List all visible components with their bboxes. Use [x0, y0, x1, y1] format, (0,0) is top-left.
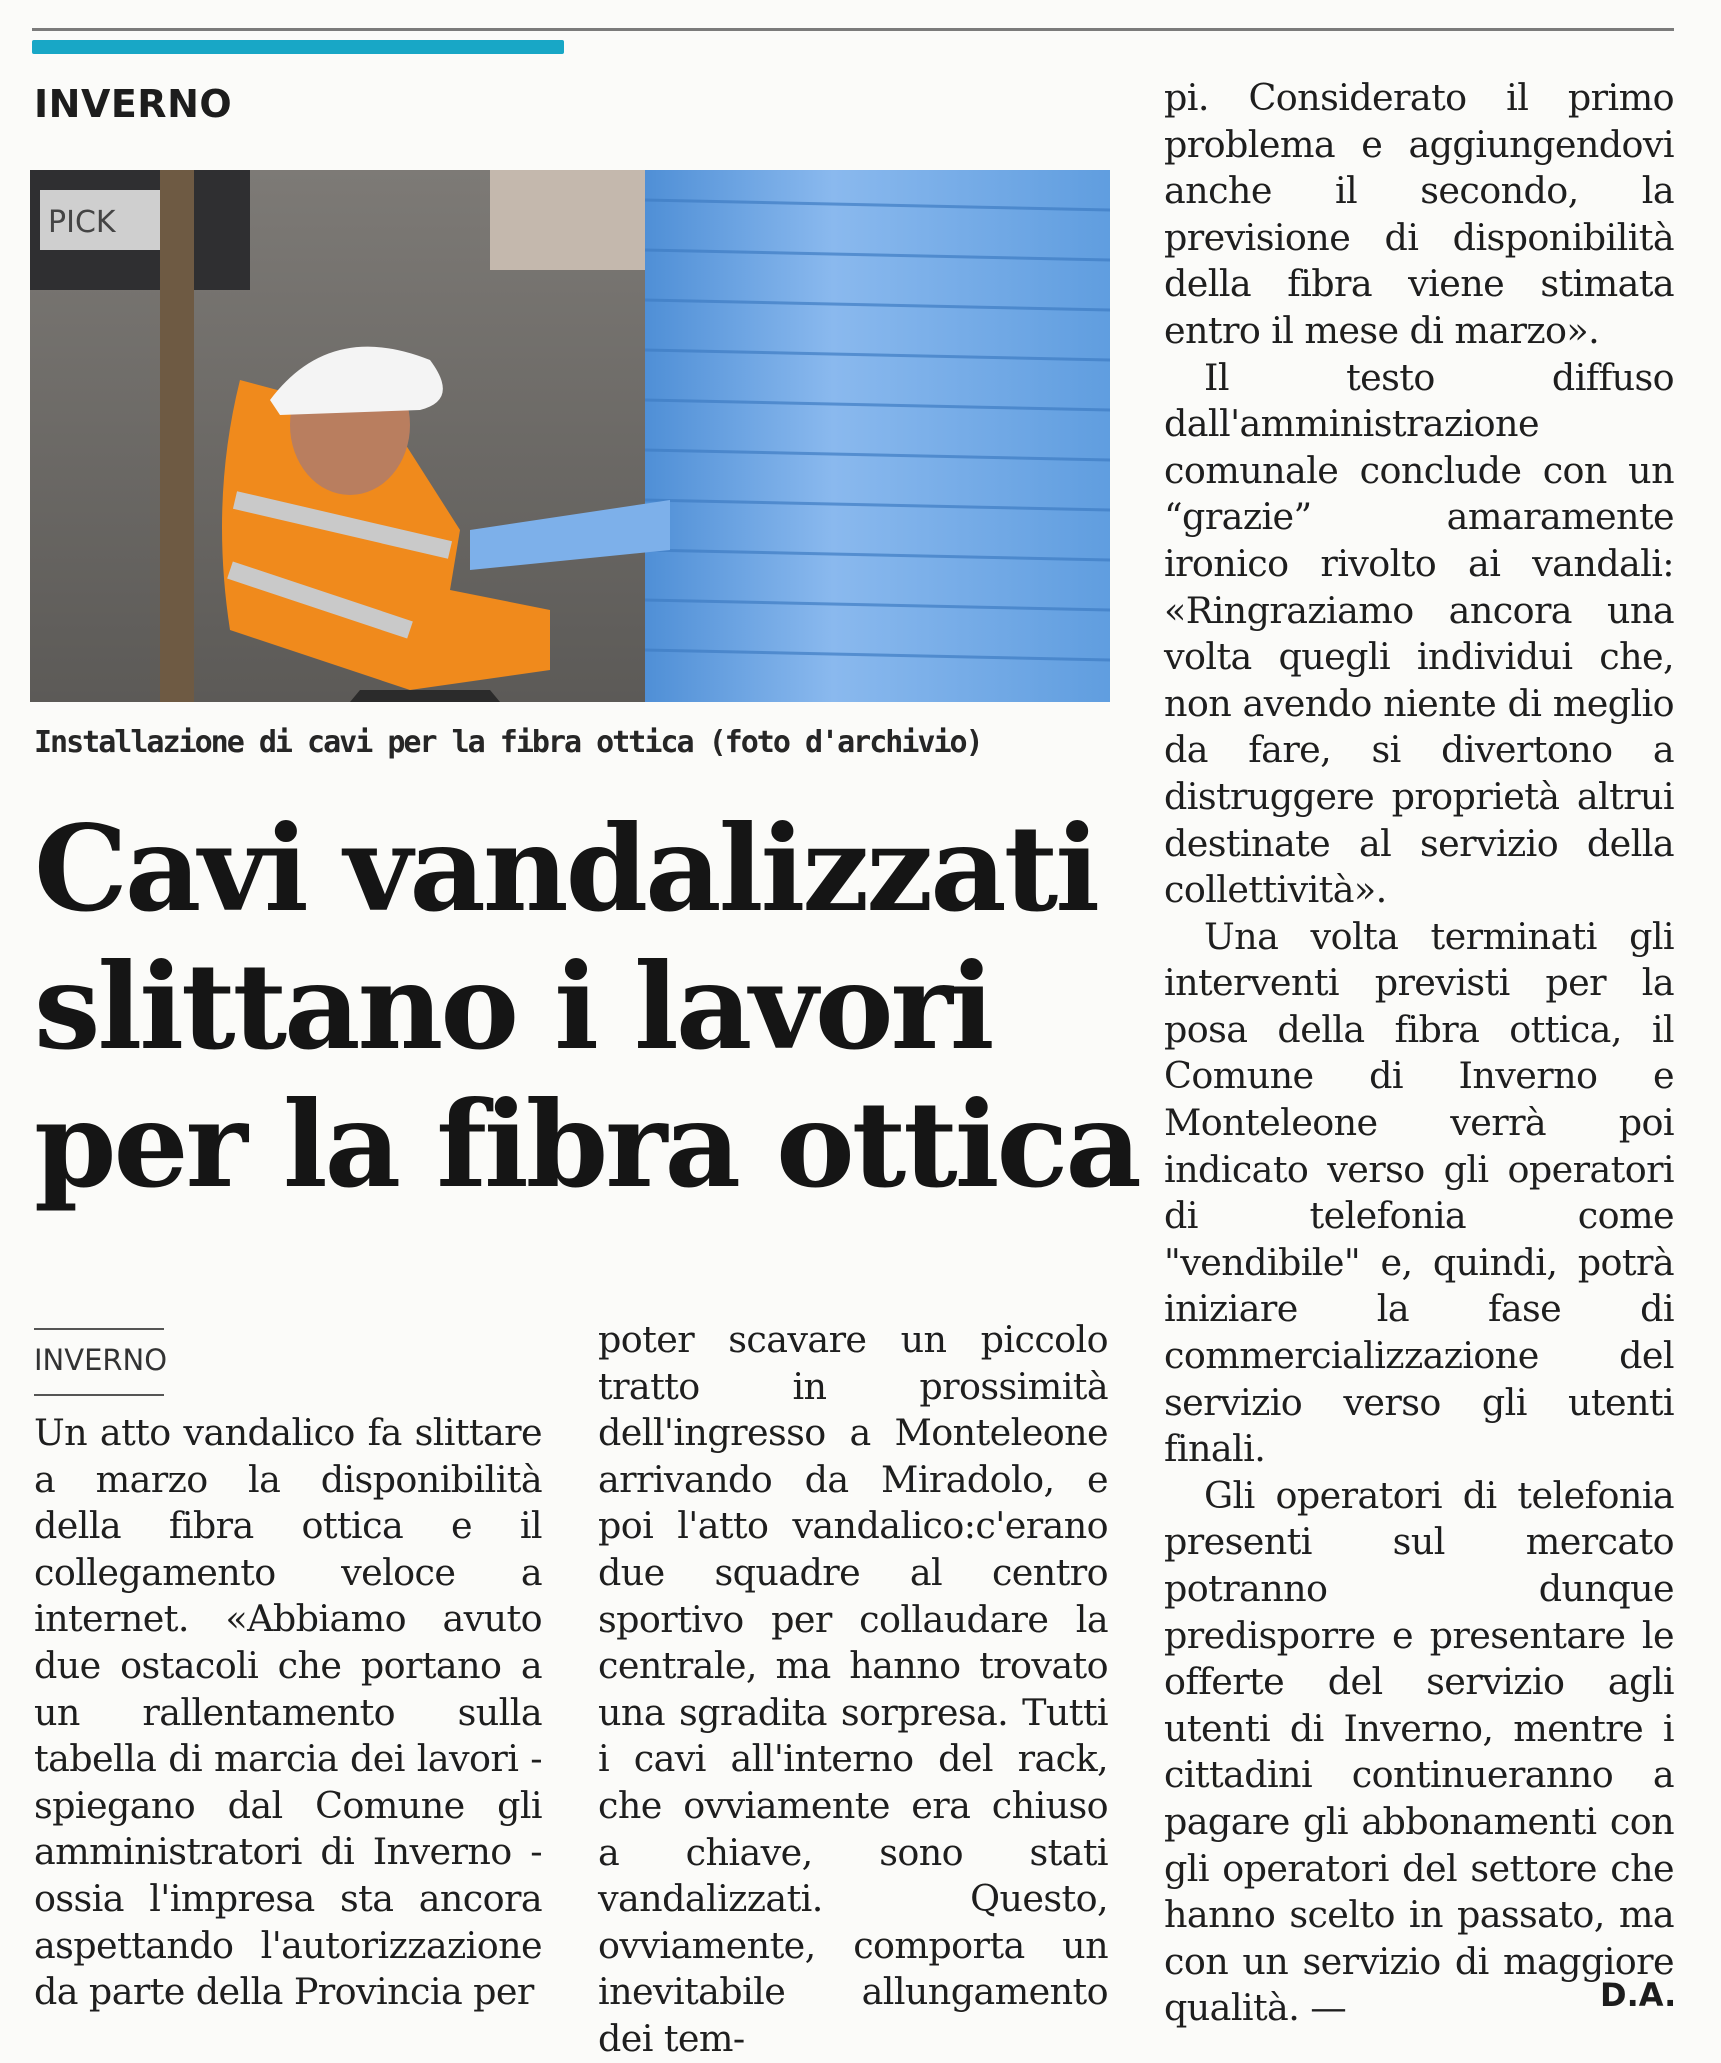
paragraph: Il testo diffuso dall'amministrazione comunale conclude con un “grazie” amaramente ironico rivolto ai vandali: «Ringraziamo ancora una volta quegli individui che, non avendo niente di meglio da fare, si divertono a distruggere proprietà altrui destinate al servizio della collettività».: [1164, 355, 1674, 912]
headline: [34, 799, 1139, 1214]
paragraph: poter scavare un piccolo tratto in prossimità dell'ingresso a Monteleone arrivando da Miradolo, e poi l'atto vandalico:c'erano due squadre al centro sportivo per collaudare la centrale, ma hanno trovato una sgradita sorpresa. Tutti i cavi all'interno del rack, che ovviamente era chiuso a chiave, sono stati vandalizzati. Questo, ovviamente, comporta un inevitabile allungamento dei tem-: [598, 1318, 1108, 2060]
article-column-2: [598, 1317, 1108, 2063]
paragraph: Gli operatori di telefonia presenti sul mercato potranno dunque predisporre e presentare le offerte del servizio agli utenti di Inverno, mentre i cittadini continueranno a pagare gli abbonamenti con gli operatori del settore che hanno scelto in passato, ma con un servizio di maggiore qualità. —: [1164, 1473, 1674, 2030]
author-signature: D.A.: [1600, 1976, 1677, 2014]
plate-text: PICK: [48, 205, 116, 240]
section-label: INVERNO: [34, 82, 233, 126]
photo-caption: Installazione di cavi per la fibra ottica (foto d'archivio): [34, 725, 982, 760]
article-column-3: [1164, 75, 1677, 2032]
headline-line-1: Cavi vandalizzati: [34, 799, 1098, 938]
paragraph: Un atto vandalico fa slittare a marzo la disponibilità della fibra ottica e il collegamento veloce a internet. «Abbiamo avuto due ostacoli che portano a un rallentamento sulla tabella di marcia dei lavori - spiegano dal Comune gli amministratori di Inverno - ossia l'impresa sta ancora aspettando l'autorizzazione da parte della Provincia per: [34, 1411, 542, 2014]
article-column-1: [34, 1410, 542, 2016]
paragraph: Una volta terminati gli interventi previsti per la posa della fibra ottica, il Comune di Inverno e Monteleone verrà poi indicato verso gli operatori di telefonia come "vendibile" e, quindi, potrà iniziare la fase di commercializzazione del servizio verso gli utenti finali.: [1164, 914, 1674, 1471]
paragraph: pi. Considerato il primo problema e aggiungendovi anche il secondo, la previsione di disponibilità della fibra viene stimata entro il mese di marzo».: [1164, 76, 1674, 352]
article-photo: [30, 170, 1110, 702]
headline-line-2: slittano i lavori: [34, 937, 992, 1076]
section-accent-bar: [32, 40, 564, 54]
top-rule: [32, 28, 1674, 31]
byline-place: INVERNO: [34, 1328, 164, 1396]
headline-line-3: per la fibra ottica: [34, 1075, 1139, 1214]
